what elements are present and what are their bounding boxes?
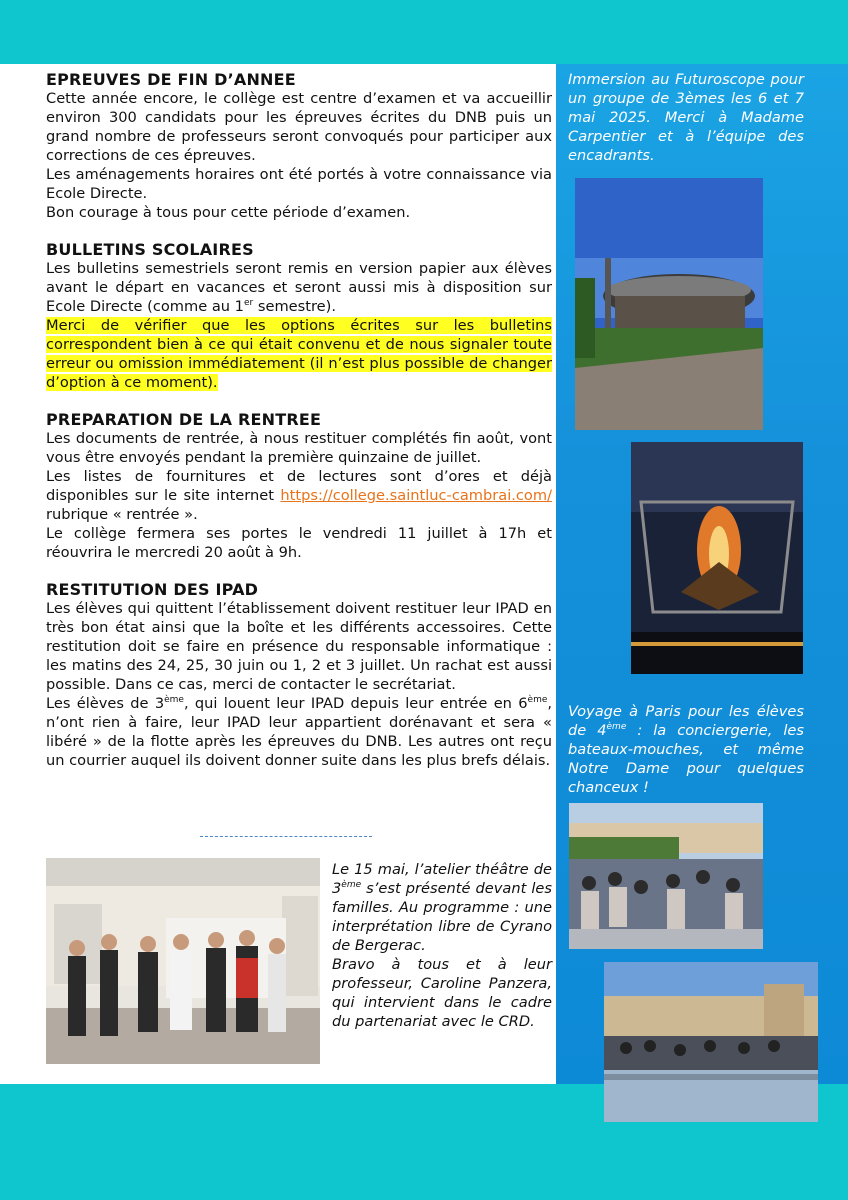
paragraph: Le collège fermera ses portes le vendredi 11 juillet à 17h et réouvrira le mercredi 20 août à 9h.: [46, 525, 552, 561]
theatre-caption: Le 15 mai, l’atelier théâtre de 3ème s’est présenté devant les familles. Au programme : une interprétation libre de Cyrano de Bergerac. Bravo à tous et à leur professeur, Caroline Panzera, qui intervient dans le cadre du partenariat avec le CRD.: [332, 861, 552, 1030]
section-title: PREPARATION DE LA RENTREE: [46, 410, 322, 429]
night-show-photo: [631, 442, 803, 674]
section-bulletins: [46, 240, 552, 392]
paris-boat-photo-1: [569, 803, 763, 949]
dashed-divider: [200, 836, 372, 837]
paragraph: Les aménagements horaires ont été portés à votre connaissance via Ecole Directe.: [46, 166, 552, 202]
paragraph: Bon courage à tous pour cette période d’examen.: [46, 204, 411, 221]
paragraph: Les élèves de 3ème, qui louent leur IPAD depuis leur entrée en 6ème, n’ont rien à faire, leur IPAD leur appartient dorénavant et sera « libéré » de la flotte après les épreuves du DNB. Les autres ont reçu un courrier auquel ils doivent donner suite dans les plus brefs délais.: [46, 695, 553, 769]
futuroscope-caption: Immersion au Futuroscope pour un groupe de 3èmes les 6 et 7 mai 2025. Merci à Madame Carpentier et à l’équipe des encadrants.: [568, 71, 804, 164]
section-rentree: [46, 410, 552, 562]
main-column: [46, 70, 552, 788]
paragraph: Cette année encore, le collège est centre d’examen et va accueillir environ 300 candidats pour les épreuves écrites du DNB puis un grand nombre de professeurs seront convoqués pour participer aux corrections de ces épreuves.: [46, 90, 552, 164]
paragraph: Les documents de rentrée, à nous restituer complétés fin août, vont vous être envoyés pendant la première quinzaine de juillet.: [46, 430, 552, 466]
section-epreuves: [46, 70, 552, 222]
section-title: EPREUVES DE FIN D’ANNEE: [46, 70, 296, 89]
paris-boat-photo-2: [604, 962, 818, 1122]
section-ipad: [46, 580, 552, 770]
section-title: RESTITUTION DES IPAD: [46, 580, 259, 599]
highlighted-notice: Merci de vérifier que les options écrites sur les bulletins correspondent bien à ce qui était convenu et de nous signaler toute erreur ou omission immédiatement (il n’est plus possible de changer d’option à ce moment).: [46, 317, 552, 391]
paris-caption: Voyage à Paris pour les élèves de 4ème : la conciergerie, les bateaux-mouches, et même Notre Dame pour quelques chanceux !: [568, 703, 805, 796]
website-link[interactable]: https://college.saintluc-cambrai.com/: [280, 487, 552, 504]
paragraph: Les listes de fournitures et de lectures sont d’ores et déjà disponibles sur le site internet https://college.saintluc-cambrai.com/ rubrique « rentrée ».: [46, 468, 552, 523]
paragraph: Les élèves qui quittent l’établissement doivent restituer leur IPAD en très bon état ainsi que la boîte et les différents accessoires. Cette restitution doit se faire en présence du responsable informatique : les matins des 24, 25, 30 juin ou 1, 2 et 3 juillet. Un rachat est aussi possible. Dans ce cas, merci de contacter le secrétariat.: [46, 600, 552, 693]
theatre-photo: [46, 858, 320, 1064]
section-title: BULLETINS SCOLAIRES: [46, 240, 254, 259]
top-band: [0, 0, 848, 64]
paragraph: Les bulletins semestriels seront remis en version papier aux élèves avant le départ en vacances et seront aussi mis à disposition sur Ecole Directe (comme au 1er semestre).: [46, 260, 552, 315]
futuroscope-photo: [575, 178, 763, 430]
